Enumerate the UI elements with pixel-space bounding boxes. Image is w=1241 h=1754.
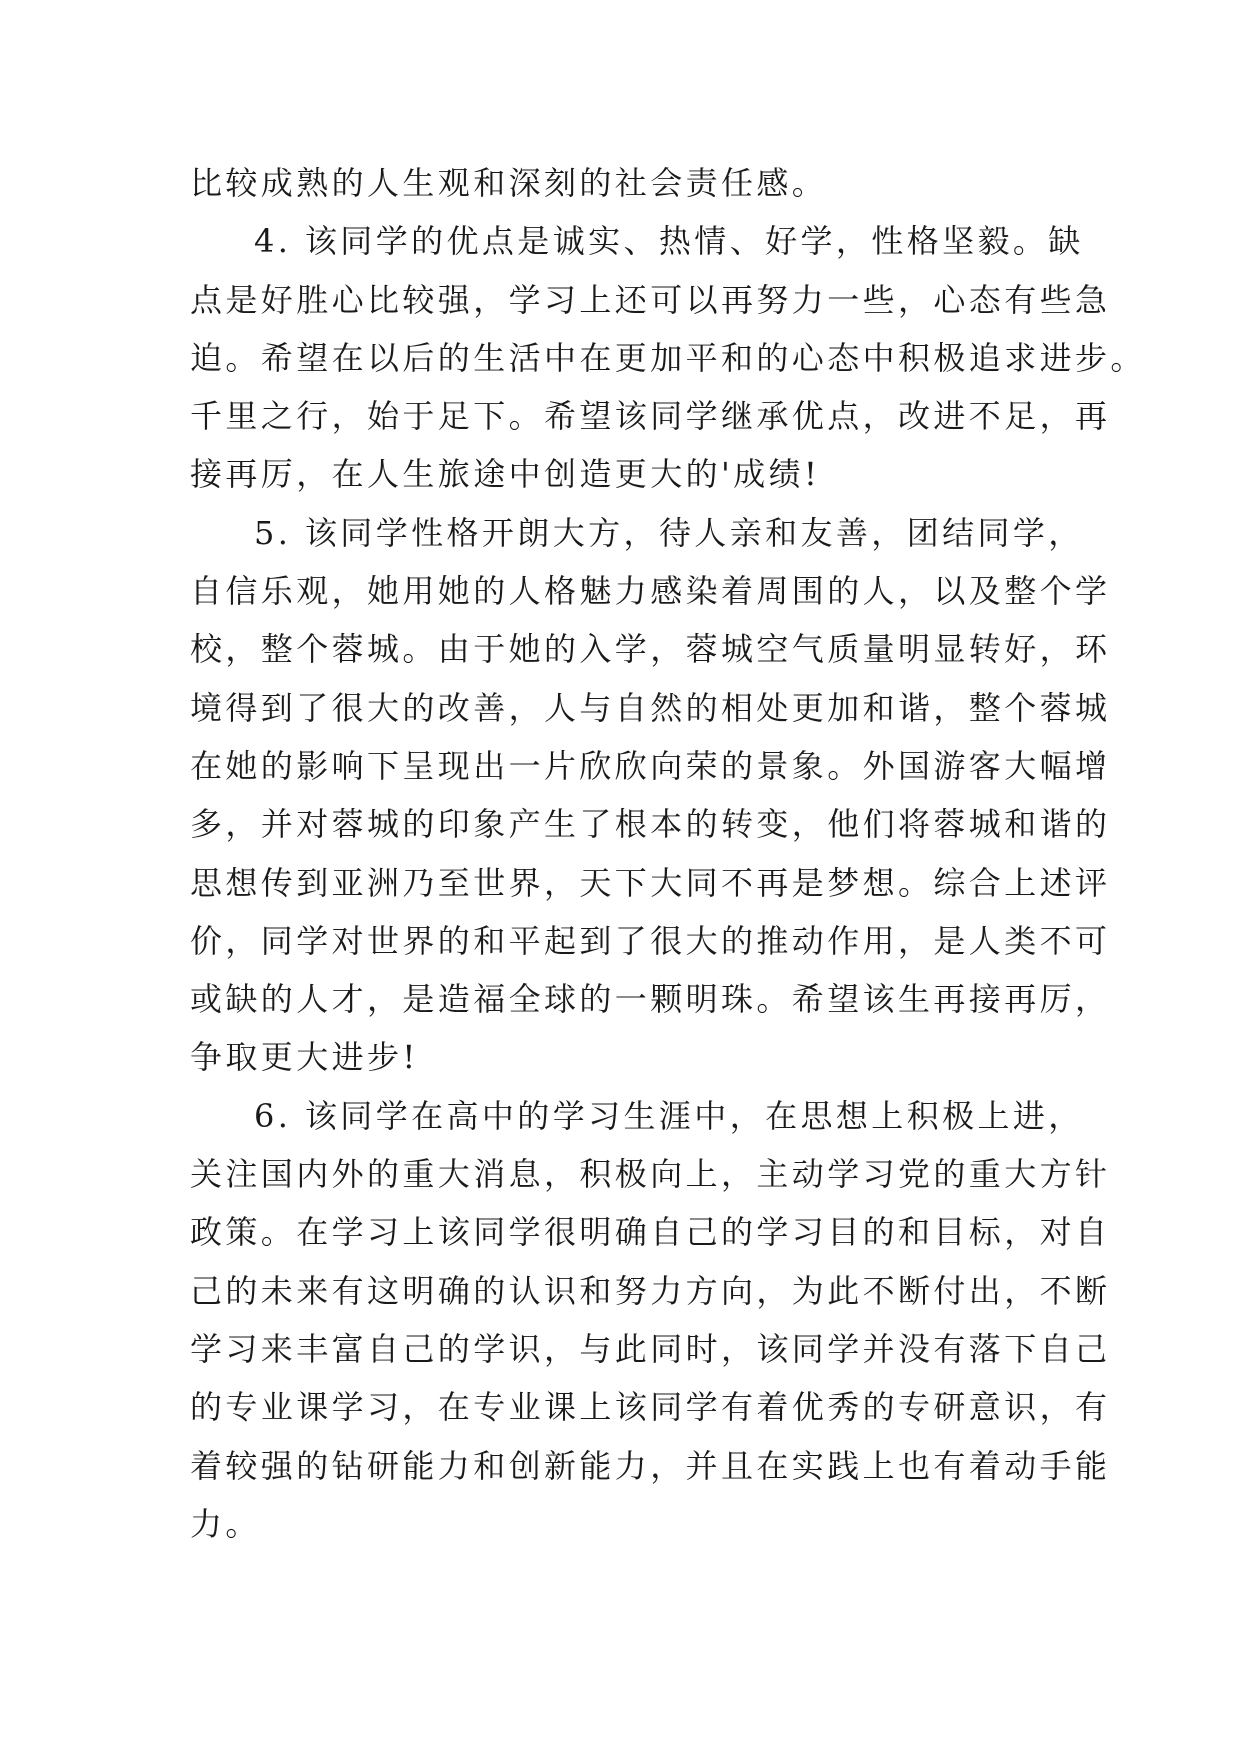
text-line: 价，同学对世界的和平起到了很大的推动作用，是人类不可 (190, 921, 1111, 960)
text-line: 思想传到亚洲乃至世界，天下大同不再是梦想。综合上述评 (190, 863, 1111, 902)
paragraph-item-5 (190, 504, 1111, 1087)
text-line: 比较成熟的人生观和深刻的社会责任感。 (190, 164, 828, 202)
paragraph-continued (190, 154, 1070, 212)
text-line: 争取更大进步! (190, 1038, 419, 1077)
text-line: 自信乐观，她用她的人格魅力感染着周围的人，以及整个学 (190, 572, 1111, 611)
text-line: 学习来丰富自己的学识，与此同时，该同学并没有落下自己 (190, 1329, 1111, 1368)
paragraph-item-4 (190, 212, 1146, 503)
text-line: 千里之行，始于足下。希望该同学继承优点，改进不足，再 (190, 397, 1111, 436)
text-line: 力。 (190, 1504, 261, 1543)
text-line: 校，整个蓉城。由于她的入学，蓉城空气质量明显转好，环 (190, 630, 1111, 669)
paragraph-item-6 (190, 1087, 1111, 1553)
text-line: 多，并对蓉城的印象产生了根本的转变，他们将蓉城和谐的 (190, 805, 1111, 844)
text-line: 迫。希望在以后的生活中在更加平和的心态中积极追求进步。 (190, 338, 1146, 377)
text-line: 的专业课学习，在专业课上该同学有着优秀的专研意识，有 (190, 1388, 1111, 1427)
text-line: 着较强的钻研能力和创新能力，并且在实践上也有着动手能 (190, 1446, 1111, 1485)
text-line: 接再厉，在人生旅途中创造更大的'成绩! (190, 455, 821, 494)
text-line: 6. 该同学在高中的学习生涯中，在思想上积极上进， (254, 1096, 1084, 1135)
text-line: 境得到了很大的改善，人与自然的相处更加和谐，整个蓉城 (190, 688, 1111, 727)
document-body (190, 154, 1146, 1553)
text-line: 政策。在学习上该同学很明确自己的学习目的和目标，对自 (190, 1213, 1111, 1252)
text-line: 关注国内外的重大消息，积极向上，主动学习党的重大方针 (190, 1155, 1111, 1194)
text-line: 或缺的人才，是造福全球的一颗明珠。希望该生再接再厉， (190, 980, 1111, 1019)
text-line: 5. 该同学性格开朗大方，待人亲和友善，团结同学， (254, 513, 1084, 552)
text-line: 己的未来有这明确的认识和努力方向，为此不断付出，不断 (190, 1271, 1111, 1310)
text-line: 4. 该同学的优点是诚实、热情、好学，性格坚毅。缺 (254, 222, 1084, 261)
text-line: 点是好胜心比较强，学习上还可以再努力一些，心态有些急 (190, 280, 1111, 319)
text-line: 在她的影响下呈现出一片欣欣向荣的景象。外国游客大幅增 (190, 746, 1111, 785)
